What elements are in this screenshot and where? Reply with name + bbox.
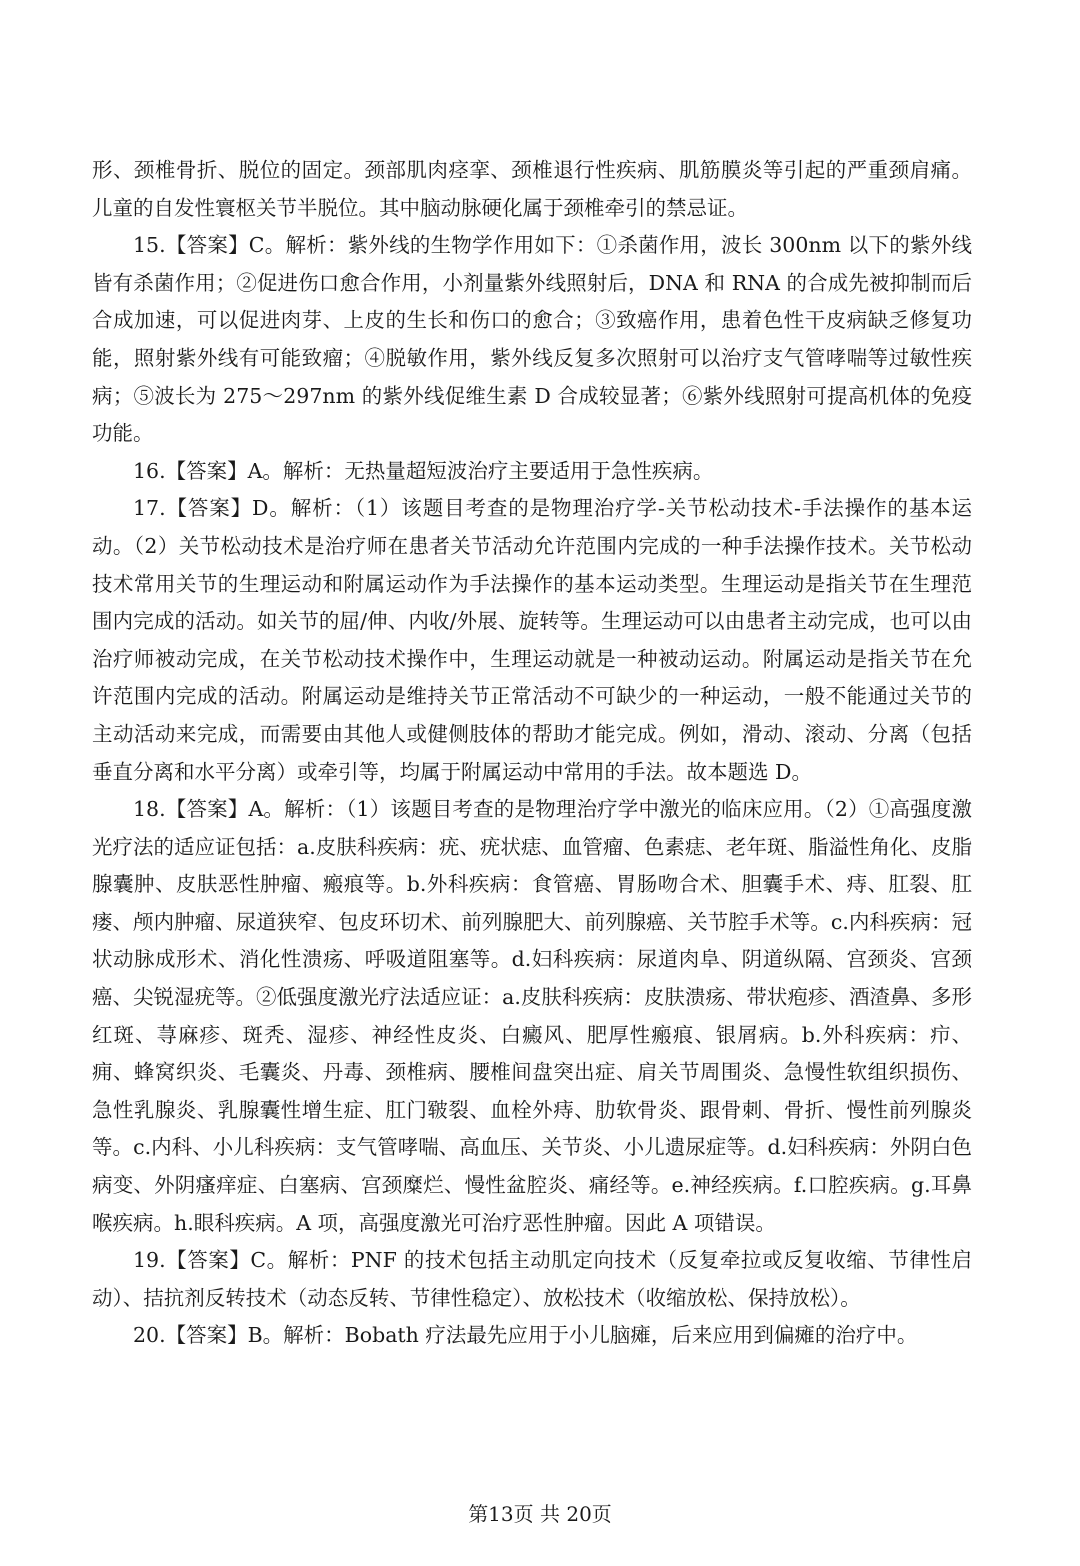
answer-explanations	[92, 152, 972, 1355]
paragraph-answer-19: 19.【答案】C。解析：PNF 的技术包括主动肌定向技术（反复牵拉或反复收缩、节律性启动）、拮抗剂反转技术（动态反转、节律性稳定）、放松技术（收缩放松、保持放松）。	[92, 1248, 972, 1310]
paragraph-answer-20: 20.【答案】B。解析：Bobath 疗法最先应用于小儿脑瘫，后来应用到偏瘫的治疗中。	[133, 1323, 918, 1348]
page-number-footer: 第13页 共 20页	[468, 1502, 612, 1526]
paragraph-answer-18: 18.【答案】A。解析：（1）该题目考查的是物理治疗学中激光的临床应用。（2）①高强度激光疗法的适应证包括：a.皮肤科疾病：疣、疣状痣、血管瘤、色素痣、老年斑、脂溢性角化、皮脂腺囊肿、皮肤恶性肿瘤、瘢痕等。b.外科疾病：食管癌、胃肠吻合术、胆囊手术、痔、肛裂、肛瘘、颅内肿瘤、尿道狭窄、包皮环切术、前列腺肥大、前列腺癌、关节腔手术等。c.内科疾病：冠状动脉成形术、消化性溃疡、呼吸道阻塞等。d.妇科疾病：尿道肉阜、阴道纵隔、宫颈炎、宫颈癌、尖锐湿疣等。②低强度激光疗法适应证：a.皮肤科疾病：皮肤溃疡、带状疱疹、酒渣鼻、多形红斑、荨麻疹、斑秃、湿疹、神经性皮炎、白癜风、肥厚性瘢痕、银屑病。b.外科疾病：疖、痈、蜂窝织炎、毛囊炎、丹毒、颈椎病、腰椎间盘突出症、肩关节周围炎、急慢性软组织损伤、急性乳腺炎、乳腺囊性增生症、肛门皲裂、血栓外痔、肋软骨炎、跟骨刺、骨折、慢性前列腺炎等。c.内科、小儿科疾病：支气管哮喘、高血压、关节炎、小儿遗尿症等。d.妇科疾病：外阴白色病变、外阴瘙痒症、白塞病、宫颈糜烂、慢性盆腔炎、痛经等。e.神经疾病。f.口腔疾病。g.耳鼻喉疾病。h.眼科疾病。A 项，高强度激光可治疗恶性肿瘤。因此 A 项错误。	[92, 797, 972, 1235]
paragraph-continuation: 形、颈椎骨折、脱位的固定。颈部肌肉痉挛、颈椎退行性疾病、肌筋膜炎等引起的严重颈肩痛。儿童的自发性寰枢关节半脱位。其中脑动脉硬化属于颈椎牵引的禁忌证。	[92, 158, 972, 220]
paragraph-answer-17: 17.【答案】D。解析：（1）该题目考查的是物理治疗学-关节松动技术-手法操作的基本运动。（2）关节松动技术是治疗师在患者关节活动允许范围内完成的一种手法操作技术。关节松动技术常用关节的生理运动和附属运动作为手法操作的基本运动类型。生理运动是指关节在生理范围内完成的活动。如关节的屈/伸、内收/外展、旋转等。生理运动可以由患者主动完成，也可以由治疗师被动完成，在关节松动技术操作中，生理运动就是一种被动运动。附属运动是指关节在允许范围内完成的活动。附属运动是维持关节正常活动不可缺少的一种运动，一般不能通过关节的主动活动来完成，而需要由其他人或健侧肢体的帮助才能完成。例如，滑动、滚动、分离（包括垂直分离和水平分离）或牵引等，均属于附属运动中常用的手法。故本题选 D。	[92, 496, 972, 784]
paragraph-answer-16: 16.【答案】A。解析：无热量超短波治疗主要适用于急性疾病。	[133, 458, 714, 483]
paragraph-answer-15: 15.【答案】C。解析：紫外线的生物学作用如下：①杀菌作用，波长 300nm 以下的紫外线皆有杀菌作用；②促进伤口愈合作用，小剂量紫外线照射后，DNA 和 RNA 的合成先被抑制而后合成加速，可以促进肉芽、上皮的生长和伤口的愈合；③致癌作用，患着色性干皮病缺乏修复功能，照射紫外线有可能致瘤；④脱敏作用，紫外线反复多次照射可以治疗支气管哮喘等过敏性疾病；⑤波长为 275～297nm 的紫外线促维生素 D 合成较显著；⑥紫外线照射可提高机体的免疫功能。	[92, 233, 972, 446]
